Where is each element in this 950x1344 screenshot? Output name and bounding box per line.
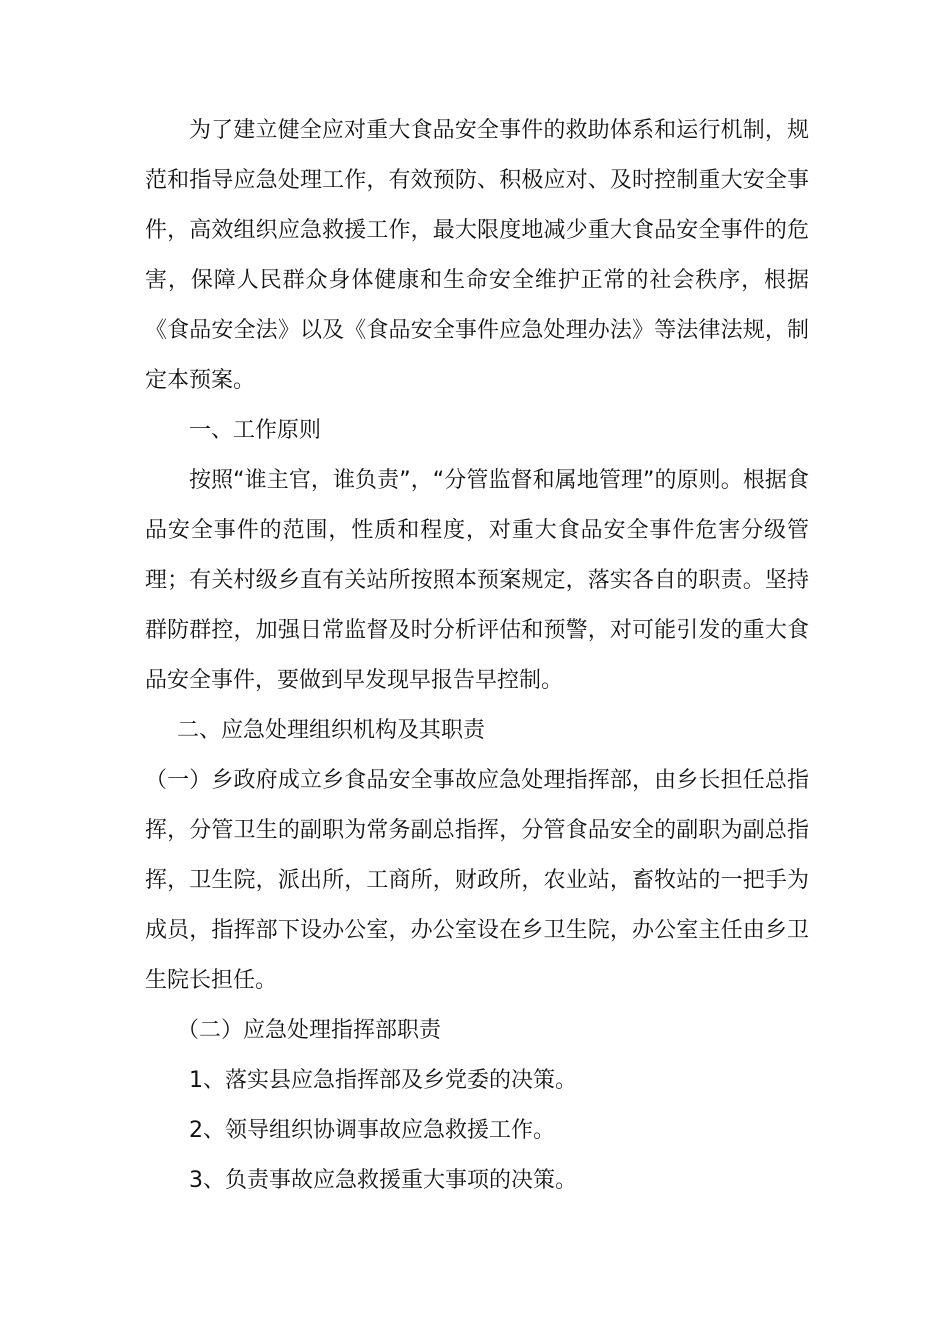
section-heading-organization: 二、应急处理组织机构及其职责 [177,718,486,743]
intro-paragraph: 为了建立健全应对重大食品安全事件的救助体系和运行机制，规范和指导应急处理工作，有效预防、积极应对、及时控制重大安全事件，高效组织应急救援工作，最大限度地减少重大食品安全事件的危害，保障人民群众身体健康和生命安全维护正常的社会秩序，根据《食品安全法》以及《食品安全事件应急处理办法》等法律法规，制定本预案。 [145,118,809,393]
duty-item-2: 2、领导组织协调事故应急救援工作。 [189,1118,555,1143]
section-heading-work-principles: 一、工作原则 [189,418,322,443]
organization-paragraph: （一）乡政府成立乡食品安全事故应急处理指挥部，由乡长担任总指挥，分管卫生的副职为常务副总指挥，分管食品安全的副职为副总指挥，卫生院，派出所，工商所，财政所，农业站，畜牧站的一把手为成员，指挥部下设办公室，办公室设在乡卫生院，办公室主任由乡卫生院长担任。 [145,768,809,993]
duty-item-1: 1、落实县应急指挥部及乡党委的决策。 [189,1068,577,1093]
duty-item-3: 3、负责事故应急救援重大事项的决策。 [189,1168,577,1193]
subsection-heading-duties: （二）应急处理指挥部职责 [177,1018,442,1043]
principles-paragraph: 按照“谁主官，谁负责”，“分管监督和属地管理”的原则。根据食品安全事件的范围，性质和程度，对重大食品安全事件危害分级管理；有关村级乡直有关站所按照本预案规定，落实各自的职责。坚持群防群控，加强日常监督及时分析评估和预警，对可能引发的重大食品安全事件，要做到早发现早报告早控制。 [145,468,809,693]
document-body [145,106,809,1206]
